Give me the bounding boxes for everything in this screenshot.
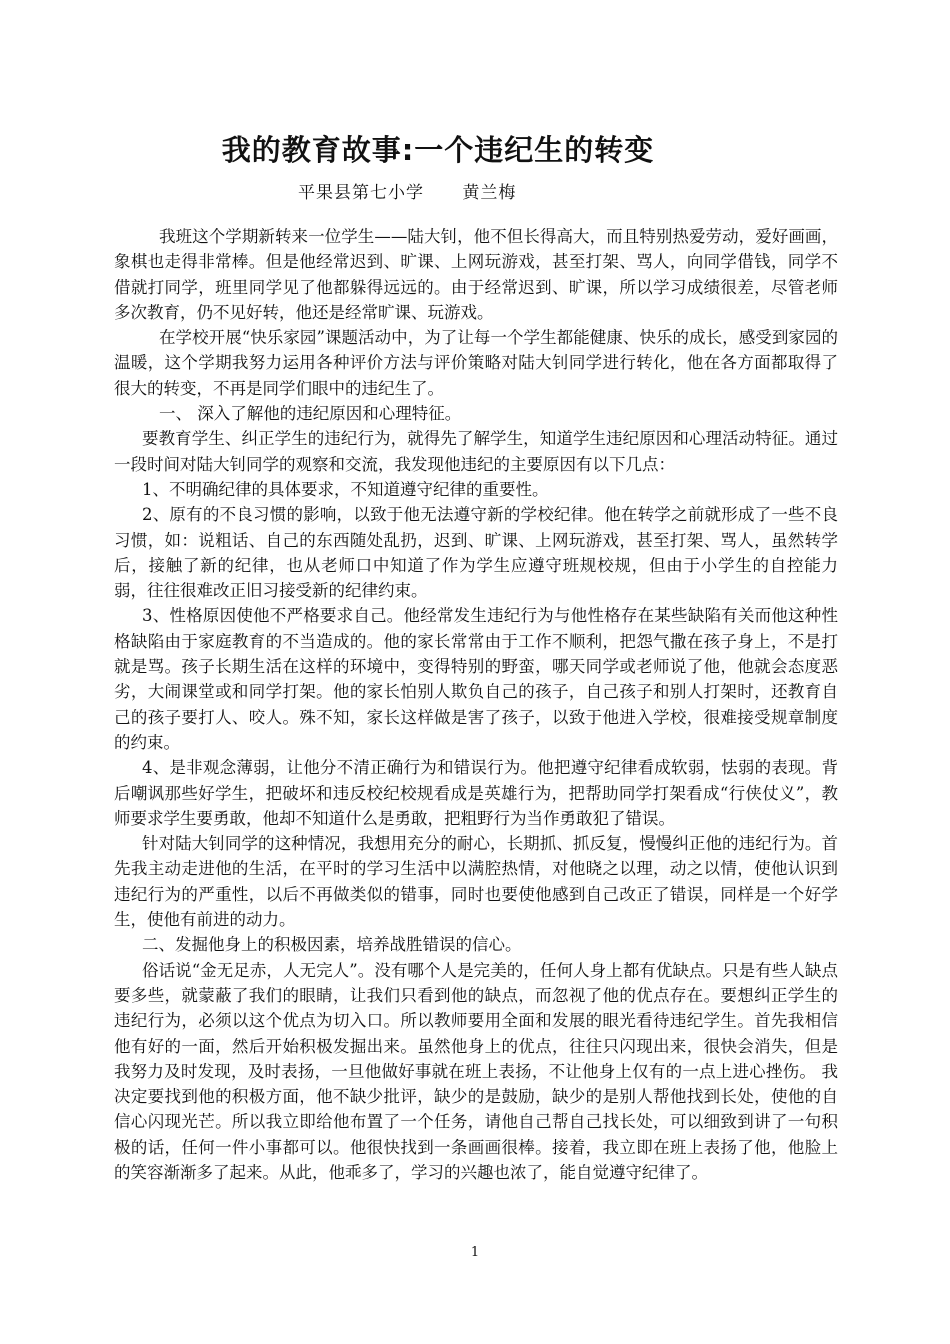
author-byline: 平果县第七小学 黄兰梅: [298, 183, 517, 203]
document-title: 我的教育故事:一个违纪生的转变: [221, 133, 655, 167]
section-heading-2: 二、发掘他身上的积极因素，培养战胜错误的信心。: [142, 935, 522, 955]
paragraph-section2: 俗话说“金无足赤，人无完人”。没有哪个人是完美的，任何人身上都有优缺点。只是有些人缺点要多些，就蒙蔽了我们的眼睛，让我们只看到他的缺点，而忽视了他的优点存在。要想纠正学生的违纪行为，必须以这个优点为切入口。所以教师要用全面和发展的眼光看待违纪学生。首先我相信他有好的一面，然后开始积极发掘出来。虽然他身上的优点，往往只闪现出来，很快会消失，但是我努力及时发现，及时表扬，一旦他做好事就在班上表扬，不让他身上仅有的一点上进心挫伤。 我决定要找到他的积极方面，他不缺少批评，缺少的是鼓励，缺少的是别人帮他找到长处，使他的自信心闪现光芒。所以我立即给他布置了一个任务，请他自己帮自己找长处，可以细致到讲了一句积极的话，任何一件小事都可以。他很快找到一条画画很棒。接着，我立即在班上表扬了他，他脸上的笑容渐渐多了起来。从此，他乖多了，学习的兴趣也浓了，能自觉遵守纪律了。: [114, 960, 838, 1182]
list-item-reason-2: 2、原有的不良习惯的影响，以致于他无法遵守新的学校纪律。他在转学之前就形成了一些不良习惯，如：说粗话、自己的东西随处乱扔，迟到、旷课、上网玩游戏，甚至打架、骂人，虽然转学后，接触了新的纪律，也从老师口中知道了作为学生应遵守班规校规，但由于小学生的自控能力弱，往往很难改正旧习接受新的纪律约束。: [114, 505, 838, 601]
document-body: [114, 224, 838, 1185]
page-number: 1: [470, 1245, 480, 1260]
paragraph-section1-intro: 要教育学生、纠正学生的违纪行为，就得先了解学生，知道学生违纪原因和心理活动特征。通过一段时间对陆大钊同学的观察和交流，我发现他违纪的主要原因有以下几点：: [114, 429, 838, 474]
paragraph-context: 在学校开展“快乐家园”课题活动中，为了让每一个学生都能健康、快乐的成长，感受到家园的温暖，这个学期我努力运用各种评价方法与评价策略对陆大钊同学进行转化，他在各方面都取得了很大的转变，不再是同学们眼中的违纪生了。: [114, 328, 838, 398]
section-heading-1: 一、 深入了解他的违纪原因和心理特征。: [159, 404, 462, 424]
paragraph-approach: 针对陆大钊同学的这种情况，我想用充分的耐心，长期抓、抓反复，慢慢纠正他的违纪行为。首先我主动走进他的生活，在平时的学习生活中以满腔热情，对他晓之以理，动之以情，使他认识到违纪行为的严重性，以后不再做类似的错事，同时也要使他感到自己改正了错误，同样是一个好学生，使他有前进的动力。: [114, 834, 838, 930]
list-item-reason-3: 3、性格原因使他不严格要求自己。他经常发生违纪行为与他性格存在某些缺陷有关而他这种性格缺陷由于家庭教育的不当造成的。他的家长常常由于工作不顺利，把怨气撒在孩子身上，不是打就是骂。孩子长期生活在这样的环境中，变得特别的野蛮，哪天同学或老师说了他，他就会态度恶劣，大闹课堂或和同学打架。他的家长怕别人欺负自己的孩子，自己孩子和别人打架时，还教育自己的孩子要打人、咬人。殊不知，家长这样做是害了孩子，以致于他进入学校，很难接受规章制度的约束。: [114, 606, 838, 752]
list-item-reason-4: 4、是非观念薄弱，让他分不清正确行为和错误行为。他把遵守纪律看成软弱，怯弱的表现。背后嘲讽那些好学生，把破坏和违反校纪校规看成是英雄行为，把帮助同学打架看成“行侠仗义”，教师要求学生要勇敢，他却不知道什么是勇敢，把粗野行为当作勇敢犯了错误。: [114, 758, 838, 828]
list-item-reason-1: 1、不明确纪律的具体要求，不知道遵守纪律的重要性。: [142, 479, 549, 499]
paragraph-intro: 我班这个学期新转来一位学生——陆大钊，他不但长得高大，而且特别热爱劳动，爱好画画，象棋也走得非常棒。但是他经常迟到、旷课、上网玩游戏，甚至打架、骂人，向同学借钱，同学不借就打同学，班里同学见了他都躲得远远的。由于经常迟到、旷课，所以学习成绩很差，尽管老师多次教育，仍不见好转，他还是经常旷课、玩游戏。: [114, 227, 838, 322]
